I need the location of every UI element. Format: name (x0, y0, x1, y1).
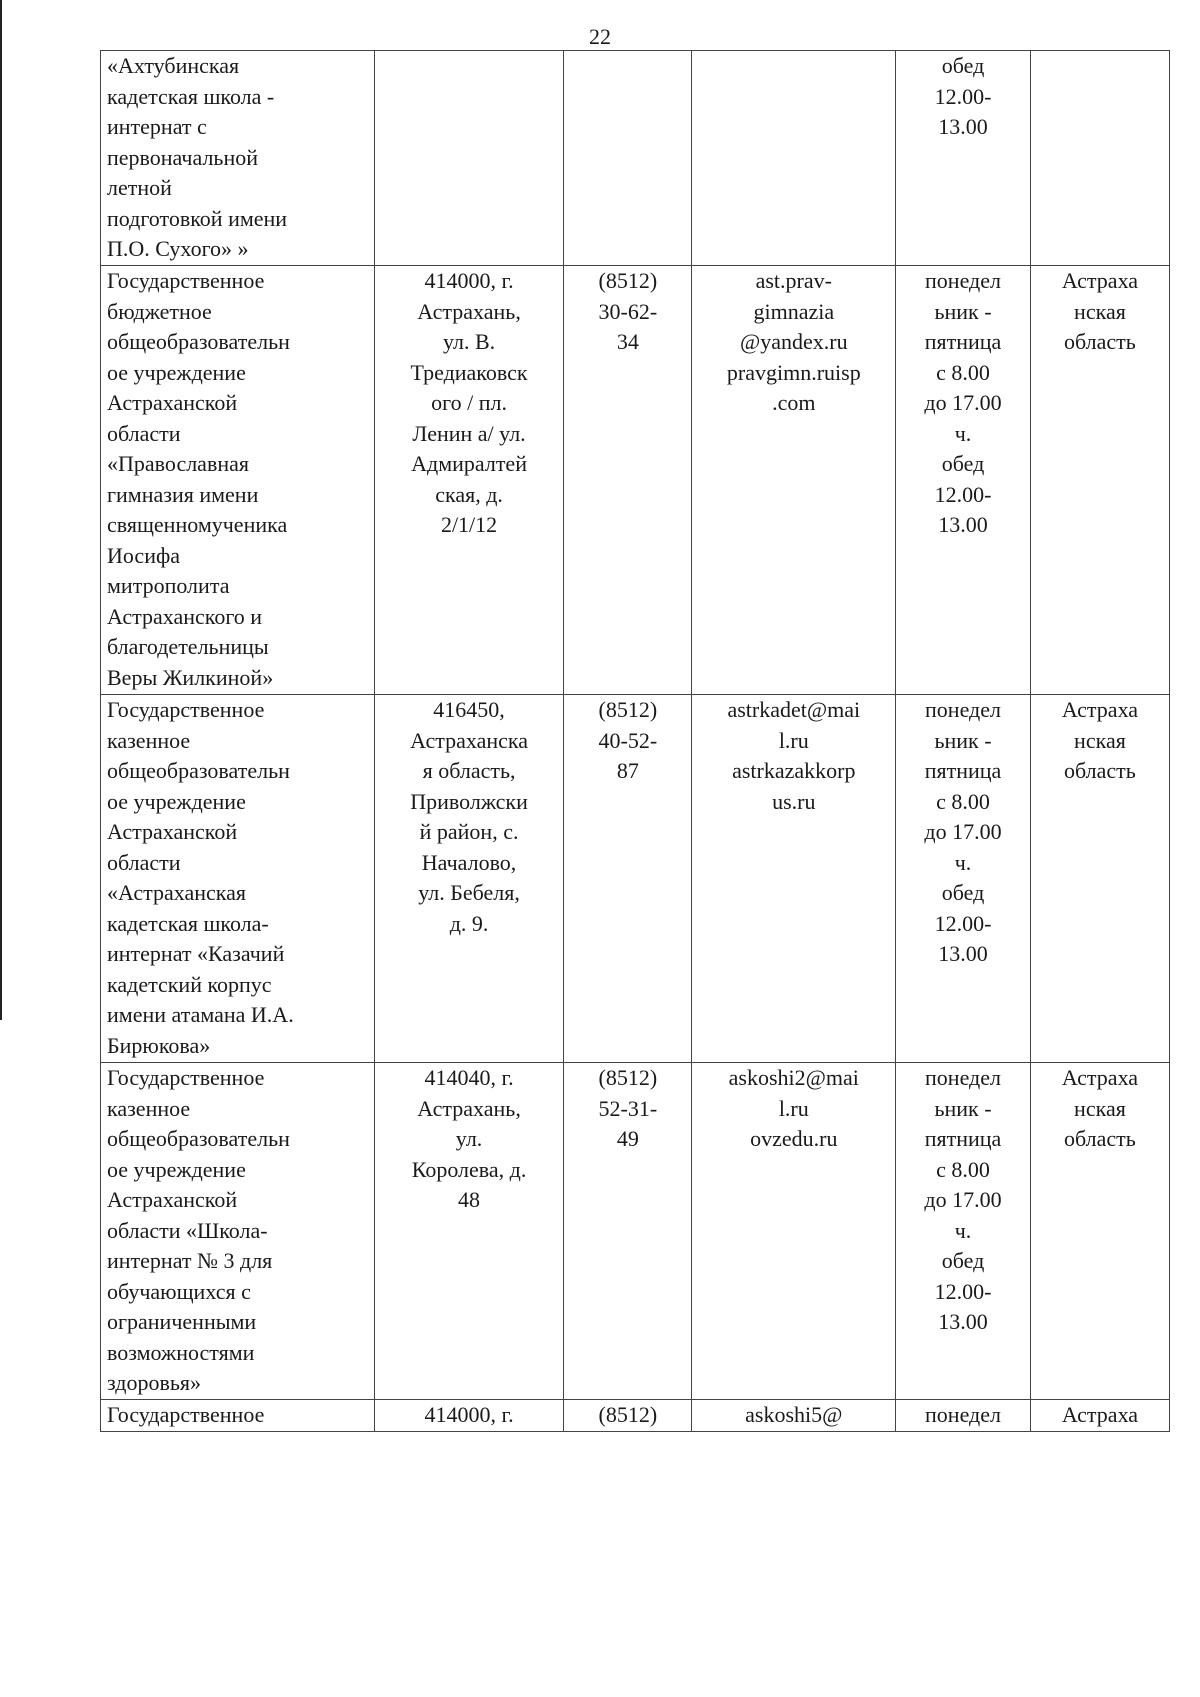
region-cell: Астраха нская область (1030, 695, 1169, 1063)
email-website-cell: askoshi2@mai l.ru ovzedu.ru (692, 1063, 896, 1400)
region-cell: Астраха (1030, 1400, 1169, 1432)
email-website-cell (692, 51, 896, 266)
institutions-table (100, 50, 1170, 1432)
address-cell (374, 51, 563, 266)
scan-margin-line (0, 0, 2, 1020)
address-cell: 414040, г. Астрахань, ул. Королева, д. 48 (374, 1063, 563, 1400)
table-row (101, 51, 1170, 266)
phone-cell: (8512) 30-62- 34 (564, 266, 692, 695)
working-hours-cell: понедел ьник - пятница с 8.00 до 17.00 ч. обед 12.00- 13.00 (896, 1063, 1031, 1400)
working-hours-cell: понедел (896, 1400, 1031, 1432)
phone-cell: (8512) (564, 1400, 692, 1432)
email-website-cell: astrkadet@mai l.ru astrkazakkorp us.ru (692, 695, 896, 1063)
institution-name-cell: Государственное казенное общеобразовательн ое учреждение Астраханской области «Школа- интернат № 3 для обучающихся с ограниченными возможностями здоровья» (101, 1063, 375, 1400)
phone-cell: (8512) 52-31- 49 (564, 1063, 692, 1400)
region-cell: Астраха нская область (1030, 266, 1169, 695)
working-hours-cell: обед 12.00- 13.00 (896, 51, 1031, 266)
institution-name-cell: «Ахтубинская кадетская школа - интернат с первоначальной летной подготовкой имени П.О. Сухого» » (101, 51, 375, 266)
working-hours-cell: понедел ьник - пятница с 8.00 до 17.00 ч. обед 12.00- 13.00 (896, 695, 1031, 1063)
institution-name-cell: Государственное (101, 1400, 375, 1432)
email-website-cell: ast.prav- gimnazia @yandex.ru pravgimn.ruisp .com (692, 266, 896, 695)
address-cell: 414000, г. Астрахань, ул. В. Тредиаковск ого / пл. Ленин а/ ул. Адмиралтей ская, д. 2/1/12 (374, 266, 563, 695)
institution-name-cell: Государственное бюджетное общеобразовательн ое учреждение Астраханской области «Православная гимназия имени священномученика Иосифа митрополита Астраханского и благодетельницы Веры Жилкиной» (101, 266, 375, 695)
table-row (101, 1400, 1170, 1432)
email-website-cell: askoshi5@ (692, 1400, 896, 1432)
region-cell: Астраха нская область (1030, 1063, 1169, 1400)
address-cell: 414000, г. (374, 1400, 563, 1432)
working-hours-cell: понедел ьник - пятница с 8.00 до 17.00 ч. обед 12.00- 13.00 (896, 266, 1031, 695)
table-row (101, 695, 1170, 1063)
region-cell (1030, 51, 1169, 266)
phone-cell: (8512) 40-52- 87 (564, 695, 692, 1063)
institution-name-cell: Государственное казенное общеобразовательн ое учреждение Астраханской области «Астраханская кадетская школа- интернат «Казачий кадетский корпус имени атамана И.А. Бирюкова» (101, 695, 375, 1063)
table-row (101, 266, 1170, 695)
page-number: 22 (589, 24, 611, 49)
phone-cell (564, 51, 692, 266)
address-cell: 416450, Астраханска я область, Приволжски й район, с. Началово, ул. Бебеля, д. 9. (374, 695, 563, 1063)
table-row (101, 1063, 1170, 1400)
